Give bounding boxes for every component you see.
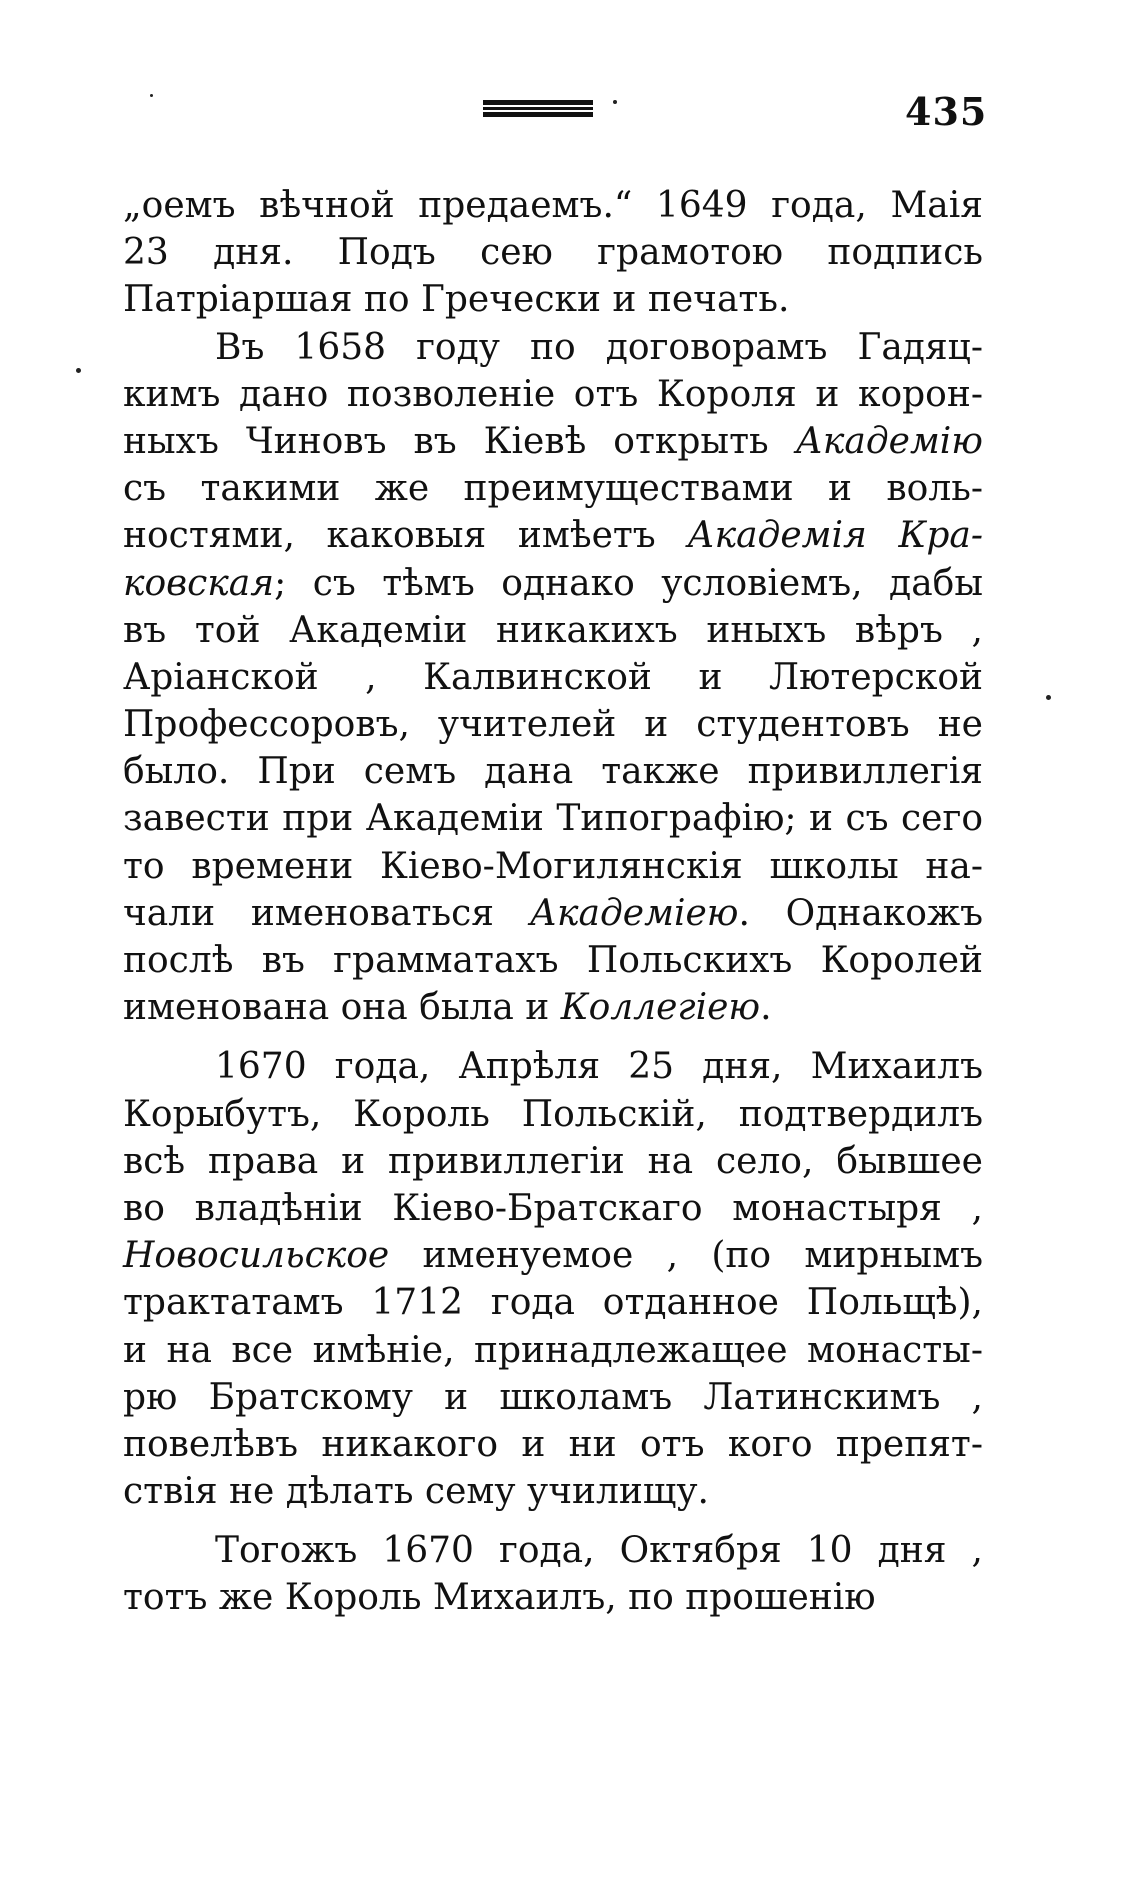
text-segment: послѣ въ грамматахъ Польскихъ Королей [123, 940, 983, 981]
text-line [123, 276, 983, 323]
text-segment: Тогожъ 1670 года, Октября 10 дня , [215, 1530, 983, 1572]
text-segment: въ той Академіи никакихъ иныхъ вѣръ , [123, 609, 983, 651]
text-segment: кимъ дано позволеніе отъ Короля и корон- [123, 373, 983, 415]
text-line [123, 890, 983, 937]
text-line [123, 324, 983, 371]
italic-term: Академію [795, 420, 983, 462]
text-segment: именуемое , (по мирнымъ [389, 1235, 983, 1277]
text-segment: . [760, 987, 772, 1029]
header-ornament [483, 100, 593, 118]
text-segment: рю Братскому и школамъ Латинскимъ , [123, 1376, 983, 1418]
text-segment: то времени Кіево-Могилянскія школы на- [123, 845, 983, 887]
text-line [123, 1527, 983, 1574]
text-line [123, 229, 983, 276]
scan-speck [613, 100, 617, 104]
text-segment: Корыбутъ, Король Польскій, подтвердилъ [123, 1093, 983, 1135]
text-segment: 23 дня. Подъ сею грамотою подпись [123, 232, 983, 274]
text-segment: съ такими же преимуществами и воль- [123, 468, 983, 510]
text-segment: тотъ же Король Михаилъ, по прошенію [123, 1577, 876, 1619]
text-segment: . Однакожъ [738, 892, 984, 934]
scan-speck [150, 94, 153, 97]
text-segment: Аріанской , Калвинской и Лютерской [123, 656, 983, 698]
text-line [123, 182, 983, 229]
text-segment: Патріаршая по Гречески и печать. [123, 279, 790, 321]
scan-speck [1046, 695, 1051, 700]
italic-term: Академіею [529, 892, 739, 934]
text-line [123, 843, 983, 890]
text-segment: ствія не дѣлать сему училищу. [123, 1471, 709, 1513]
text-line [123, 1043, 983, 1090]
text-segment: „оемъ вѣчной предаемъ.“ 1649 года, Маія [123, 185, 983, 226]
text-line [123, 795, 983, 842]
text-line [123, 371, 983, 418]
text-line [123, 607, 983, 654]
italic-term: ковская [123, 562, 275, 604]
text-line [123, 1232, 983, 1279]
text-line [123, 1185, 983, 1232]
text-segment: во владѣніи Кіево-Братскаго монастыря , [123, 1187, 983, 1229]
text-segment: завести при Академіи Типографію; и съ сего [123, 798, 983, 840]
text-line [123, 418, 983, 465]
text-line [123, 1279, 983, 1326]
text-segment: повелѣвъ никакого и ни отъ кого препят- [123, 1423, 983, 1465]
text-segment: 1670 года, Апрѣля 25 дня, Михаилъ [215, 1046, 983, 1088]
italic-term: Новосильское [123, 1235, 390, 1277]
text-line [123, 465, 983, 512]
italic-term: Коллегіею [560, 987, 761, 1029]
text-line [123, 560, 983, 607]
text-segment: было. При семъ дана также привиллегія [123, 751, 983, 793]
text-line [123, 1091, 983, 1138]
text-line [123, 654, 983, 701]
text-segment: Въ 1658 году по договорамъ Гадяц- [215, 326, 983, 368]
text-segment: и на все имѣніе, принадлежащее монасты- [123, 1329, 983, 1371]
text-segment: всѣ права и привиллегіи на село, бывшее [123, 1140, 983, 1182]
page-header [0, 89, 1140, 134]
text-segment: ныхъ Чиновъ въ Кіевѣ открыть [123, 420, 796, 462]
text-line [123, 1138, 983, 1185]
text-line [123, 1421, 983, 1468]
scan-speck [76, 368, 81, 373]
text-segment: именована она была и [123, 987, 561, 1029]
text-line [123, 748, 983, 795]
text-segment: чали именоваться [123, 892, 530, 934]
text-line [123, 512, 983, 559]
text-line [123, 984, 983, 1031]
text-segment: ностями, каковыя имѣетъ [123, 515, 688, 557]
text-segment: ; съ тѣмъ однако условіемъ, дабы [274, 562, 983, 604]
text-line [123, 937, 983, 984]
text-line [123, 1327, 983, 1374]
text-line [123, 1468, 983, 1515]
text-segment: Профессоровъ, учителей и студентовъ не [123, 704, 983, 746]
page-number: 435 [905, 89, 988, 134]
italic-term: Академія Кра- [687, 515, 983, 557]
text-line [123, 1374, 983, 1421]
text-segment: трактатамъ 1712 года отданное Польщѣ), [123, 1282, 983, 1324]
text-line [123, 1574, 983, 1621]
body-text [123, 182, 983, 1622]
text-line [123, 701, 983, 748]
